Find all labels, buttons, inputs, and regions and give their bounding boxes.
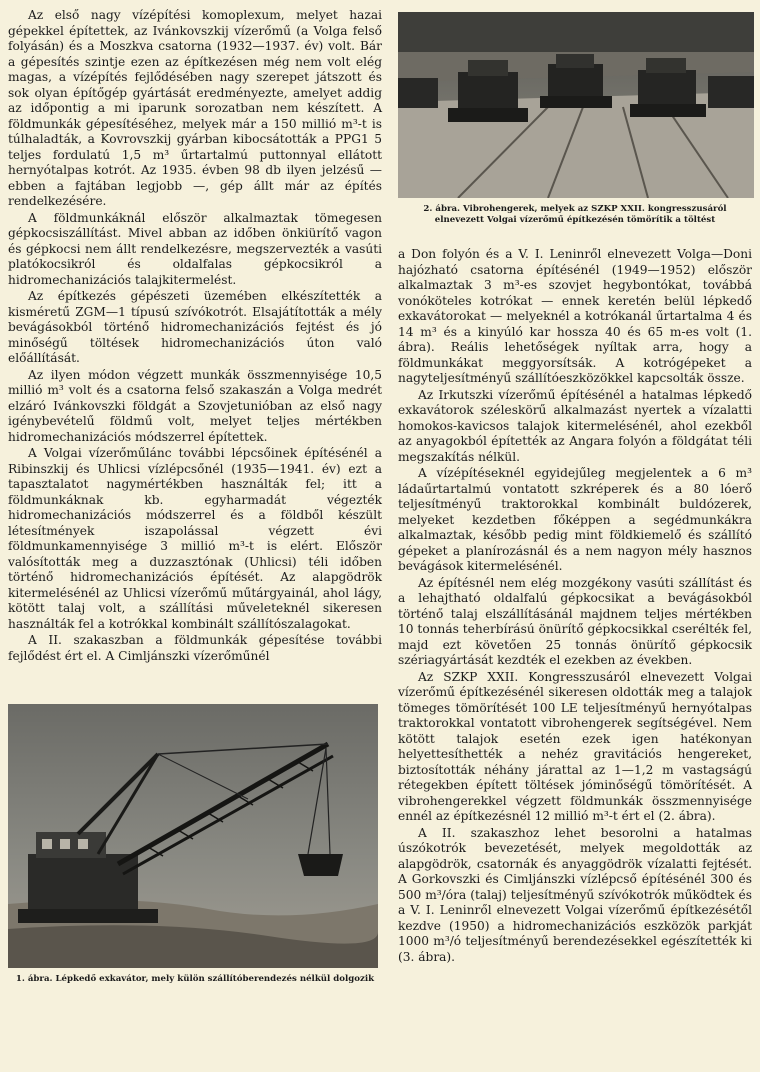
paragraph: Az Irkutszki vízerőmű építésénél a hatalmas lépkedő exkavátorok széleskörű alkalmazást nyertek a vízalatti homokos-kavicsos talajok kitermelésénél, ahol ezekből az anyagokból építették az Angara folyón a földgátat téli megszakítás nélkül. — [398, 387, 752, 464]
figure-2-caption: 2. ábra. Vibrohengerek, melyek az SZKP XXII. kongresszusáról elnevezett Volgai vízerőmű építkezésén tömörítik a töltést — [423, 204, 727, 225]
figure-2-vibratory-rollers-photo — [398, 12, 754, 198]
left-column — [8, 8, 382, 985]
paragraph: A földmunkáknál először alkalmaztak tömegesen gépkocsiszállítást. Mivel abban az időben önkiürítő vagon és gépkocsi nem állt rendelkezésre, megszervezték a vasúti platókocsikról és oldalfalas gépkocsikról a hidromechanizációs talajkitermelést. — [8, 210, 382, 287]
paragraph: Az SZKP XXII. Kongresszusáról elnevezett Volgai vízerőmű építkezésénél sikeresen oldották meg a talajok tömeges tömörítését 100 LE teljesítményű hernyótalpas traktorokkal vontatott vibrohengerek segítségével. Nem kötött talajok esetén ezek igen hatékonyan helyettesíthették a nehéz gravitációs hengereket, biztosították néhány járattal az 1—1,2 m vastagságú rétegekben épített töltések jóminőségű tömörítését. A vibrohengerekkel végzett földmunkák összmennyisége ennél az építkezésnél 12 millió m³-t ért el (2. ábra). — [398, 669, 752, 823]
figure-1-caption: 1. ábra. Lépkedő exkavátor, mely külön szállítóberendezés nélkül dolgozik — [15, 974, 375, 984]
paragraph: A vízépítéseknél egyidejűleg megjelentek a 6 m³ ládaűrtartalmú vontatott szkréperek és a 80 lóerő teljesítményű traktorokkal kombinált buldózerek, melyeket kezdetben főképpen a segédmunkákra alkalmaztak, később pedig mint földkiemelő és szállító gépeket a planírozásnál és a nem nagyon mély hasznos bevágások kitermelésénél. — [398, 466, 752, 573]
paragraph: Az első nagy vízépítési komoplexum, melyet hazai gépekkel építettek, az Ivánkovszkij vízerőmű (a Volga felső folyásán) és a Moszkva csatorna (1932—1937. év) volt. Bár a gépesítés szintje ezen az építkezésen még nem volt elég magas, a vízépítés fejlődésében nagy szerepet játszott és sok olyan építőgép gyártását eredményezte, amelyet addig az időpontig a mi iparunk sorozatban nem készített. A földmunkák gépesítéséhez, melyek már a 150 millió m³-t is túlhaladták, a Kovrovszkij gyárban kibocsátották a PPG1 5 teljes fordulatú 1,5 m³ űrtartalmú puttonnyal ellátott hernyótalpas kotrót. Az 1935. évben 98 db ilyen jelzésű — ebben a fajtában legjobb —, gép állt már az építés rendelkezésére. — [8, 8, 382, 208]
figure-1-walking-excavator-photo — [8, 704, 378, 968]
paragraph: A II. szakaszhoz lehet besorolni a hatalmas úszókotrók bevezetését, melyek megoldották az alapgödrök, csatornák és anyaggödrök vízalatti fejtését. A Gorkovszki és Cimljánszki vízlépcső építésénél 300 és 500 m³/óra (talaj) teljesítményű szívókotrók működtek és a V. I. Leninről elnevezett Volgai vízerőmű építkezésétől kezdve (1950) a hidromechanizációs eszközök parkját 1000 m³/ó teljesítményű berendezésekkel egészítették ki (3. ábra). — [398, 825, 752, 964]
paragraph: A II. szakaszban a földmunkák gépesítése további fejlődést ért el. A Cimljánszki vízerőműnél — [8, 633, 382, 663]
paragraph: Az építkezés gépészeti üzemében elkészítették a kisméretű ZGM—1 típusú szívókotrót. Elsajátították a mély bevágásokból történő hidromechanizációs fejtést és jó minőségű töltések hidromechanizációs úton való előállítását. — [8, 289, 382, 365]
right-column — [398, 8, 752, 966]
paragraph: Az ilyen módon végzett munkák összmennyisége 10,5 millió m³ volt és a csatorna felső szakaszán a Volga medrét elzáró Ivánkovszki földgát a Szovjetunióban az első nagy igénybevételű földmű volt, melyet teljes mértékben hidromechanizációs módszerrel építettek. — [8, 367, 382, 444]
paragraph: a Don folyón és a V. I. Leninről elnevezett Volga—Doni hajózható csatorna építésénél (1949—1952) először alkalmaztak 3 m³-es szovjet hegybontókat, továbbá vonóköteles kotrókat — ennek keretén belül lépkedő exkavátorokat — melyeknél a kotrókanál űrtartalma 4 és 14 m³ és a kinyúló kar hossza 40 és 65 m-es volt (1. ábra). Reális lehetőségek nyíltak arra, hogy a földmunkákat meggyorsítsák. A kotrógépeket a nagyteljesítményű szállítóeszközökkel kapcsolták össze. — [398, 247, 752, 385]
paragraph: Az építésnél nem elég mozgékony vasúti szállítást és a lehajtható oldalfalú gépkocsikat a bevágásokból történő talaj elszállításánál majdnem teljes mértékben 10 tonnás teherbírású önürítő gépkocsikkal cserélték fel, majd ezt követően 25 tonnás önürítő gépkocsik szériagyártását kezdték el ezekben az években. — [398, 575, 752, 667]
paragraph: A Volgai vízerőműlánc további lépcsőinek építésénél a Ribinszkij és Uhlicsi vízlépcsőnél (1935—1941. év) ezt a tapasztalatot nagymértékben használták fel; itt a földmunkáknak kb. egyharmadát végezték hidromechanizációs módszerrel és a földből készült létesítmények iszapolással végzett évi földmunkamennyisége 3 millió m³-t is elért. Először valósították meg a duzzasztónak (Uhlicsi) téli időben történő hidromechanizációs építését. Az alapgödrök kitermelésénél az Uhlicsi vízerőmű műtárgyainál, ahol lágy, kötött talaj volt, a szállítási műveleteknél sikeresen használták fel a kotrókkal kombinált szállítószalagokat. — [8, 446, 382, 631]
